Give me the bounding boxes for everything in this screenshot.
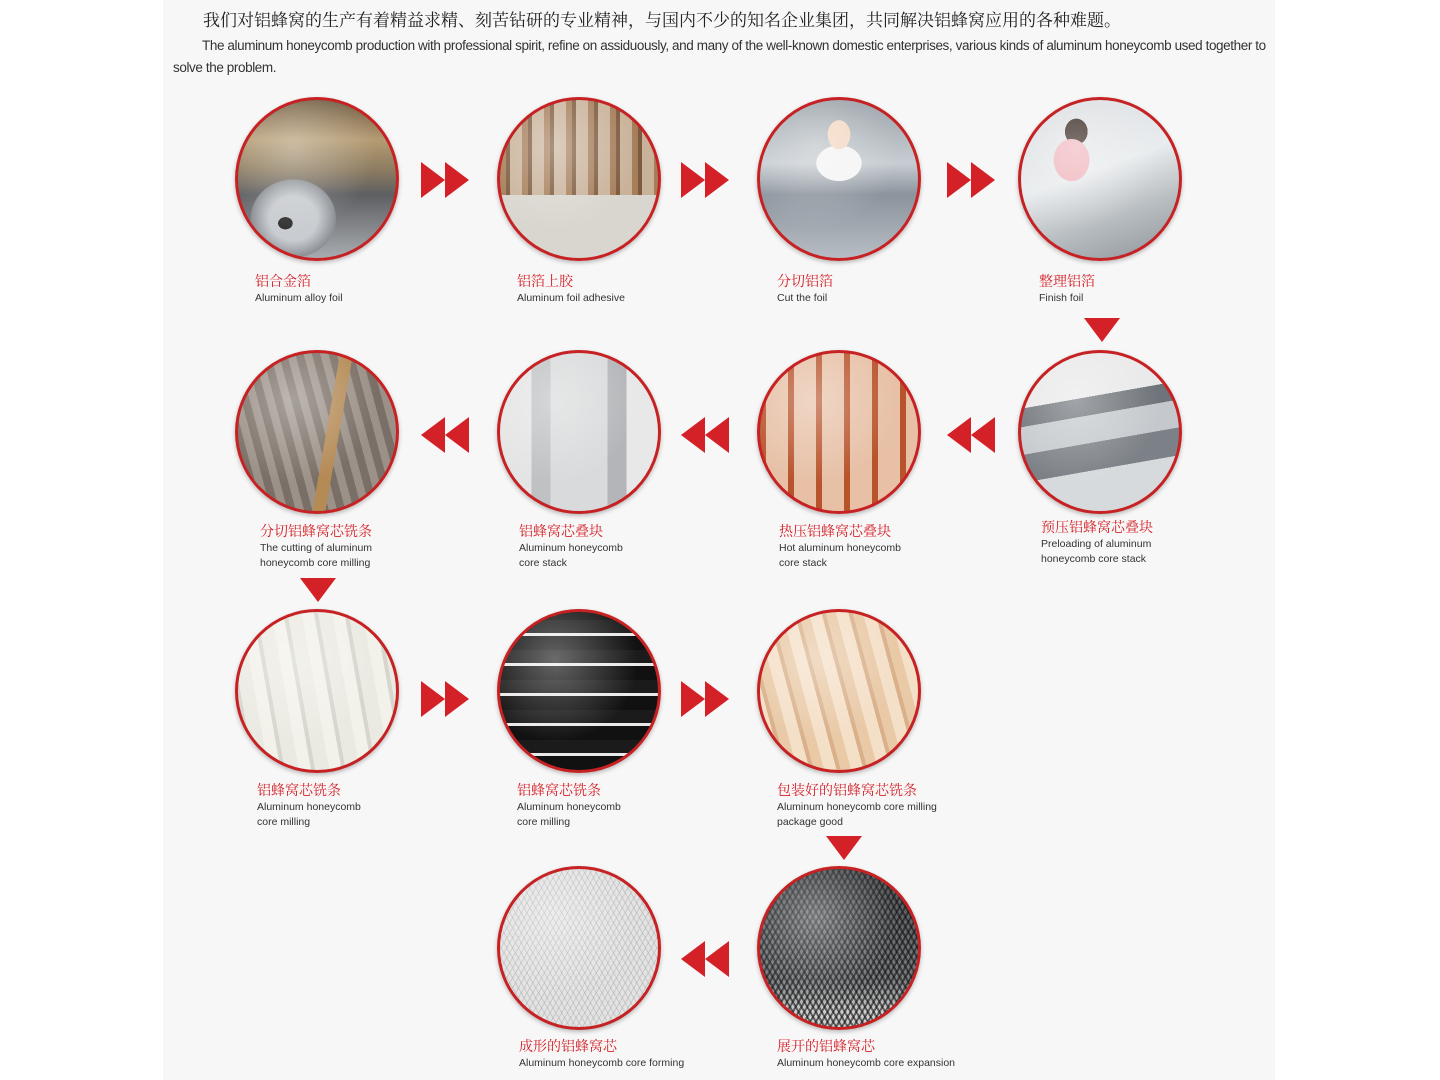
arrow-down-icon [300, 578, 336, 602]
step-label [260, 524, 372, 571]
aluminum-coil-photo [235, 97, 399, 261]
glue-machine-photo [497, 97, 661, 261]
step-title-en: honeycomb core stack [1041, 553, 1147, 565]
arrow-left-icon [681, 941, 731, 977]
finishing-foil-photo [1018, 97, 1182, 261]
packaged-photo [757, 609, 921, 773]
step-title-en: Cut the foil [777, 292, 828, 304]
step-label [255, 274, 343, 306]
arrow-left-icon [421, 417, 471, 453]
arrow-down-icon [1084, 318, 1120, 342]
step-title-cn: 整理铝箔 [1039, 274, 1095, 290]
step-title-cn: 热压铝蜂窝芯叠块 [779, 524, 891, 540]
step-title-en: Aluminum honeycomb [517, 801, 621, 813]
step-title-en: Preloading of aluminum [1041, 538, 1152, 550]
step-title-en: Finish foil [1039, 292, 1084, 304]
core-stack-photo [497, 350, 661, 514]
step-label [779, 524, 901, 571]
step-title-cn: 分切铝蜂窝芯铣条 [260, 524, 372, 540]
step-label [777, 274, 833, 306]
forming-photo [497, 866, 661, 1030]
cutting-milling-photo [235, 350, 399, 514]
step-label [257, 783, 361, 830]
step-title-cn: 铝合金箔 [255, 274, 311, 290]
expansion-photo [757, 866, 921, 1030]
step-label [519, 524, 623, 571]
arrow-right-icon [421, 681, 471, 717]
step-title-cn: 包装好的铝蜂窝芯铣条 [777, 783, 917, 799]
step-label [777, 1039, 955, 1071]
arrow-right-icon [681, 681, 731, 717]
step-label [519, 1039, 684, 1071]
step-title-en: Aluminum honeycomb core milling [777, 801, 937, 813]
step-title-en: Aluminum honeycomb [257, 801, 361, 813]
hot-press-photo [757, 350, 921, 514]
step-title-en: The cutting of aluminum [260, 542, 373, 554]
step-title-cn: 铝蜂窝芯叠块 [519, 524, 603, 540]
step-title-en: core milling [257, 816, 311, 828]
step-title-en: Aluminum foil adhesive [517, 292, 625, 304]
milling-strips-photo [235, 609, 399, 773]
step-title-en: package good [777, 816, 843, 828]
intro-english-text: The aluminum honeycomb production with professional spirit, refine on assiduously, and many of the well-known domestic enterprises, various kinds of aluminum honeycomb used together to solve the problem. [173, 38, 1266, 75]
step-title-en: Aluminum honeycomb core expansion [777, 1057, 956, 1069]
step-title-en: Aluminum alloy foil [255, 292, 343, 304]
step-title-cn: 铝蜂窝芯铣条 [257, 783, 341, 799]
step-title-en: Hot aluminum honeycomb [779, 542, 901, 554]
step-label [1041, 520, 1153, 567]
step-title-en: core stack [519, 557, 567, 569]
step-title-cn: 分切铝箔 [777, 274, 833, 290]
step-title-cn: 铝蜂窝芯铣条 [517, 783, 601, 799]
step-label [517, 274, 625, 306]
preloading-photo [1018, 350, 1182, 514]
dark-milling-photo [497, 609, 661, 773]
intro-chinese-text: 我们对铝蜂窝的生产有着精益求精、刻苦钻研的专业精神，与国内不少的知名企业集团，共同解决铝蜂窝应用的各种难题。 [203, 11, 1121, 31]
arrow-left-icon [947, 417, 997, 453]
step-label [777, 783, 937, 830]
step-title-en: core stack [779, 557, 827, 569]
arrow-right-icon [421, 162, 471, 198]
step-label [1039, 274, 1095, 306]
step-title-cn: 展开的铝蜂窝芯 [777, 1039, 875, 1055]
step-label [517, 783, 621, 830]
cutting-foil-photo [757, 97, 921, 261]
step-title-en: core milling [517, 816, 571, 828]
step-title-en: Aluminum honeycomb [519, 542, 623, 554]
step-title-en: honeycomb core milling [260, 557, 371, 569]
step-title-cn: 铝箔上胶 [517, 274, 573, 290]
step-title-cn: 成形的铝蜂窝芯 [519, 1039, 617, 1055]
arrow-down-icon [826, 836, 862, 860]
arrow-right-icon [947, 162, 997, 198]
arrow-left-icon [681, 417, 731, 453]
step-title-cn: 预压铝蜂窝芯叠块 [1041, 520, 1153, 536]
arrow-right-icon [681, 162, 731, 198]
step-title-en: Aluminum honeycomb core forming [519, 1057, 685, 1069]
